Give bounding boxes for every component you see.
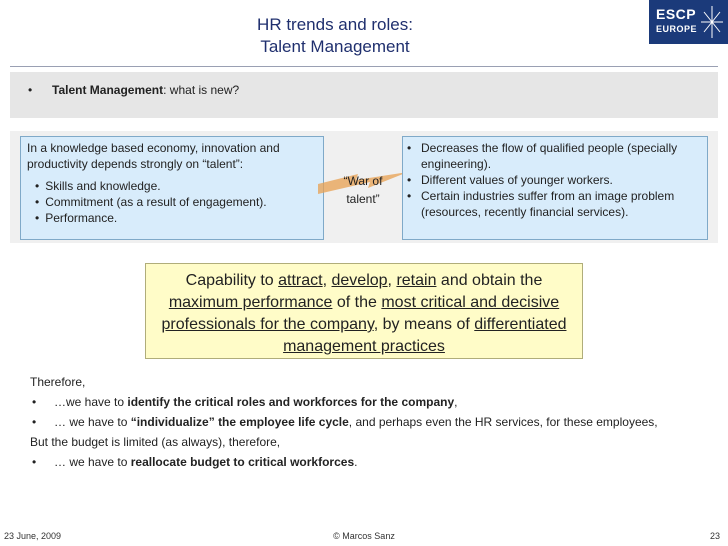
talent-components-list	[27, 178, 317, 226]
list-item: • Certain industries suffer from an image problem (resources, recently financial services).	[407, 189, 675, 219]
list-item: • …we have to identify the critical roles and workforces for the company,	[32, 395, 458, 409]
list-item: • Skills and knowledge.	[35, 178, 317, 194]
title-divider	[10, 66, 718, 67]
logo-text-line-2: EUROPE	[656, 24, 698, 34]
escp-europe-logo	[649, 0, 728, 44]
list-item: • Different values of younger workers.	[407, 173, 613, 187]
develop-term: develop	[331, 272, 388, 289]
maximum-performance-term: maximum performance	[168, 294, 333, 311]
knowledge-economy-intro: In a knowledge based economy, innovation and productivity depends strongly on “talent”:	[27, 141, 280, 171]
slide-title	[200, 14, 470, 58]
star-icon	[699, 4, 725, 40]
challenges-box	[402, 136, 708, 240]
question-bold: Talent Management	[52, 83, 164, 97]
war-line-1: “War of	[343, 174, 383, 188]
differentiated-practices-term: differentiated management practices	[283, 316, 567, 355]
list-item: • Decreases the flow of qualified people (specially engineering).	[407, 141, 678, 171]
capability-definition-box: Capability to attract, develop, retain and obtain the maximum performance of the most critical and decisive professionals for the company, by means of differentiated management practices	[145, 263, 583, 359]
retain-term: retain	[396, 272, 437, 289]
question-bullet: •	[28, 83, 33, 97]
war-of-talent-label	[326, 172, 400, 208]
critical-professionals-term: most critical and decisive professionals for the company	[161, 294, 560, 333]
list-item: • … we have to reallocate budget to critical workforces.	[32, 455, 358, 469]
question-text	[52, 83, 239, 97]
list-item: • Commitment (as a result of engagement).	[35, 194, 317, 210]
page-number: 23	[709, 531, 720, 541]
list-item: • Performance.	[35, 210, 317, 226]
footer-author: © Marcos Sanz	[333, 531, 395, 541]
knowledge-economy-box	[20, 136, 324, 240]
question-rest: : what is new?	[163, 83, 240, 97]
question-band	[10, 72, 718, 118]
title-line-1: HR trends and roles:	[257, 15, 413, 34]
budget-text: But the budget is limited (as always), therefore,	[30, 435, 281, 449]
therefore-text: Therefore,	[30, 375, 86, 389]
title-line-2: Talent Management	[260, 37, 410, 56]
war-line-2: talent”	[346, 192, 380, 206]
conclusions-text	[30, 374, 700, 474]
attract-term: attract	[278, 272, 323, 289]
list-item: • … we have to “individualize” the employee life cycle, and perhaps even the HR services, for these employees,	[32, 415, 658, 429]
logo-text-line-1: ESCP	[656, 6, 697, 22]
footer-date: 23 June, 2009	[4, 531, 62, 541]
